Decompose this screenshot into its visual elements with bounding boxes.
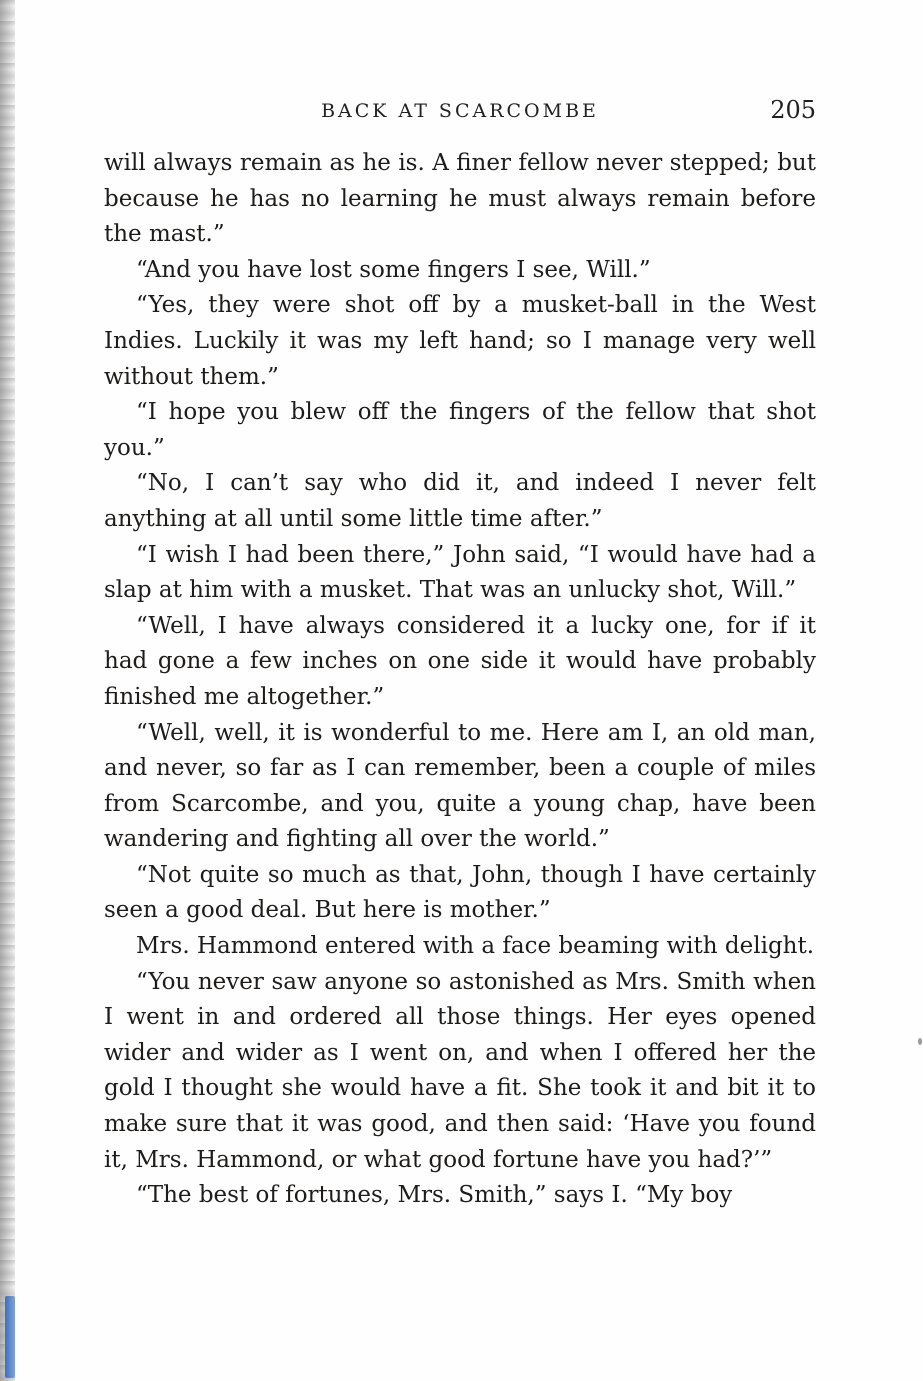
paragraph: will always remain as he is. A finer fellow never stepped; but because he has no learning he must always remain before the mast.”: [104, 150, 816, 248]
scan-edge-blue-mark: [5, 1296, 15, 1378]
paragraph: “No, I can’t say who did it, and indeed I never felt anything at all until some little time after.”: [104, 470, 816, 532]
paragraph: “Well, I have always considered it a lucky one, for if it had gone a few inches on one side it would have probably finished me altogether.”: [104, 612, 816, 710]
paragraph: “I wish I had been there,” John said, “I would have had a slap at him with a musket. That was an unlucky shot, Will.”: [104, 541, 816, 604]
paragraph: “Yes, they were shot off by a musket-ball in the West Indies. Luckily it was my left hand; so I manage very well without them.”: [104, 292, 816, 390]
page-header: [104, 96, 816, 130]
page-number: 205: [770, 96, 816, 124]
paragraph: “The best of fortunes, Mrs. Smith,” says I. “My boy: [136, 1182, 733, 1209]
paragraph: “Well, well, it is wonderful to me. Here am I, an old man, and never, so far as I can remember, been a couple of miles from Scarcombe, and you, quite a young chap, have been wandering and fighting all over the world.”: [104, 719, 816, 853]
paragraph: “You never saw anyone so astonished as Mrs. Smith when I went in and ordered all those things. Her eyes opened wider and wider as I went on, and when I offered her the gold I thought she would have a fit. She took it and bit it to make sure that it was good, and then said: ‘Have you found it, Mrs. Hammond, or what good fortune have you had?’”: [104, 968, 816, 1173]
paragraph: Mrs. Hammond entered with a face beaming with delight.: [136, 933, 815, 960]
scan-edge-artifact: [0, 0, 15, 1381]
paragraph: “I hope you blew off the fingers of the fellow that shot you.”: [104, 399, 816, 461]
page-text: [104, 146, 816, 1214]
paragraph: “And you have lost some fingers I see, Will.”: [136, 256, 651, 283]
running-head: BACK AT SCARCOMBE: [321, 100, 599, 122]
scan-speck: [918, 1038, 922, 1045]
paragraph: “Not quite so much as that, John, though I have certainly seen a good deal. But here is mother.”: [104, 861, 816, 924]
